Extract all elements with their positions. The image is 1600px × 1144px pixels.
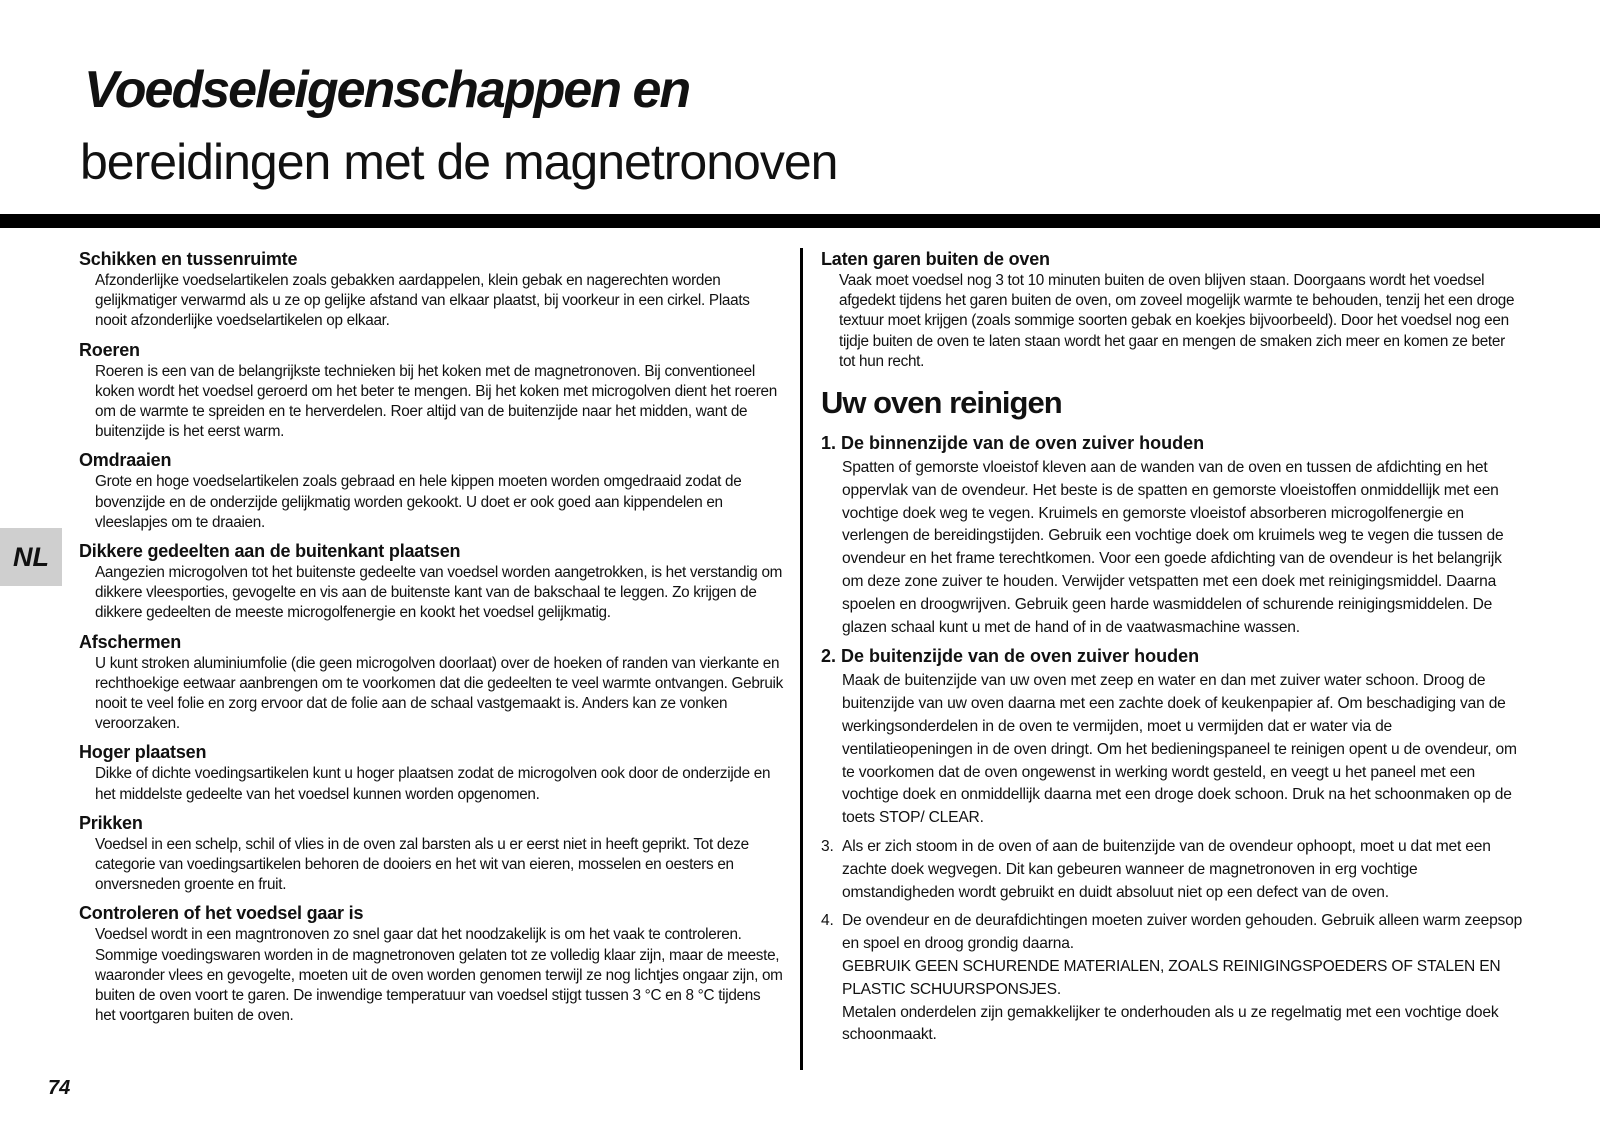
item-text: De ovendeur en de deurafdichtingen moeten zuiver worden gehouden. Gebruik alleen warm zeepsop en spoel en droog grondig daarna. — [842, 912, 1523, 953]
section-heading: Roeren — [79, 339, 140, 360]
page-title-line-1: Voedseleigenschappen en — [84, 61, 690, 119]
language-tab — [0, 528, 62, 586]
section-heading: Prikken — [79, 812, 143, 833]
section-body: Voedsel wordt in een magntronoven zo snel gaar dat het noodzakelijk is om het vaak te controleren. Sommige voedingswaren worden in de magnetronoven gelaten tot ze volledig klaar zijn, maar de meeste, waaronder vlees en gevogelte, moeten uit de oven worden genomen terwijl ze nog lichtjes ongaar zijn, om buiten de oven voort te garen. De inwendige temperatuur van voedsel stijgt tussen 3 °C en 8 °C tijdens het voortgaren buiten de oven. — [95, 926, 783, 1025]
item-text: Als er zich stoom in de oven of aan de buitenzijde van de ovendeur ophoopt, moet u dat met een zachte doek wegvegen. Dit kan gebeuren wanneer de magnetronoven in erg vochtige omstandigheden wordt gebruikt en duidt absoluut niet op een defect van de oven. — [842, 837, 1491, 901]
section-heading: Afschermen — [79, 631, 182, 652]
cleaning-item-4 — [821, 910, 1523, 1047]
section-heading: Dikkere gedeelten aan de buitenkant plaatsen — [79, 541, 461, 562]
cleaning-heading: Uw oven reinigen — [821, 385, 1062, 421]
item-extra-text: Metalen onderdelen zijn gemakkelijker te onderhouden als u ze regelmatig met een vochtige doek schoonmaakt. — [842, 1003, 1499, 1044]
section-body: Dikke of dichte voedingsartikelen kunt u hoger plaatsen zodat de microgolven ook door de onderzijde en het middelste gedeelte van het voedsel kunnen worden opgenomen. — [95, 765, 771, 803]
section-omdraaien — [79, 449, 784, 533]
item-number: 4. — [821, 912, 834, 930]
page-number: 74 — [48, 1077, 71, 1099]
item-content — [842, 910, 1523, 1047]
section-schikken — [79, 248, 784, 332]
item-body: Spatten of gemorste vloeistof kleven aan de wanden van de oven en tussen de afdichting en het oppervlak van de ovendeur. Het beste is de spatten en gemorste vloeistoffen onmiddellijk met een vochtige doek weg te vegen. Kruimels en gemorste vloeistof absorberen microgolfenergie en verlengen de bereidingstijden. Gebruik een vochtige doek om kruimels weg te vegen die tussen de ovendeur en het frame terechtkomen. Voor een goede afdichting van de ovendeur is het belangrijk om deze zone zuiver te houden. Verwijder vetspatten met een doek met reinigingsmiddel. Daarna spoelen en droogwrijven. Gebruik geen harde wasmiddelen of schurende reinigingsmiddelen. De glazen schaal kunt u met de hand of in de vaatwasmachine wassen. — [842, 459, 1504, 636]
section-heading: Laten garen buiten de oven — [821, 249, 1050, 269]
section-body: Grote en hoge voedselartikelen zoals gebraad en hele kippen moeten worden omgedraaid zodat de bovenzijde en de onderzijde gelijkmatig worden gekookt. U doet er ook goed aan kippendelen en vleeslapjes om te draaien. — [95, 473, 742, 531]
column-divider — [800, 248, 803, 1070]
right-column — [821, 248, 1523, 1053]
section-heading: Omdraaien — [79, 450, 172, 471]
section-prikken — [79, 812, 784, 896]
section-body: Aangezien microgolven tot het buitenste gedeelte van voedsel worden aangetrokken, is het verstandig om dikkere vleesporties, gevogelte en vis aan de buitenste kant van de bakschaal te leggen. Zo krijgen de dikkere gedeelten de meeste microgolfenergie en kookt het voedsel gelijkmatig. — [95, 564, 783, 622]
section-roeren — [79, 339, 784, 443]
section-body: Afzonderlijke voedselartikelen zoals gebakken aardappelen, klein gebak en nagerechten worden gelijkmatiger verwarmd als u ze op gelijke afstand van elkaar plaatst, bij voorkeur in een cirkel. Plaats nooit afzonderlijke voedselartikelen op elkaar. — [95, 272, 750, 330]
section-hoger-plaatsen — [79, 741, 784, 804]
section-body: Roeren is een van de belangrijkste technieken bij het koken met de magnetronoven. Bij conventioneel koken wordt het voedsel geroerd om het beter te mengen. Bij het koken met microgolven dient het roeren om de warmte te spreiden en te herverdelen. Roer altijd van de buitenzijde naar het midden, want de buitenzijde is het eerst warm. — [95, 362, 777, 441]
cleaning-item-1 — [821, 432, 1523, 639]
title-rule — [0, 214, 1600, 228]
section-heading: Controleren of het voedsel gaar is — [79, 903, 364, 924]
item-title: 2. De buitenzijde van de oven zuiver houden — [821, 646, 1200, 667]
section-laten-garen — [821, 248, 1523, 372]
cleaning-item-2 — [821, 645, 1523, 830]
section-heading: Schikken en tussenruimte — [79, 249, 298, 269]
item-body: Maak de buitenzijde van uw oven met zeep en water en dan met zuiver water schoon. Droog de buitenzijde van uw oven daarna met een zachte doek of keukenpapier af. Om beschadiging van de werkingsonderdelen in de oven te vermijden, moet u vermijden dat er water via de ventilatieopeningen in de oven dringt. Om het bedieningspaneel te reinigen opent u de ovendeur, om te voorkomen dat de oven ongewenst in werking wordt gesteld, en veegt u het paneel met een vochtige doek en onmiddellijk daarna met een droge doek schoon. Druk na het schoonmaken op de toets STOP/ CLEAR. — [842, 672, 1517, 827]
item-warning-caps: GEBRUIK GEEN SCHURENDE MATERIALEN, ZOALS REINIGINGSPOEDERS OF STALEN EN PLASTIC SCHUURSPONSJES. — [842, 957, 1501, 998]
section-heading: Hoger plaatsen — [79, 742, 207, 763]
section-controleren — [79, 902, 784, 1026]
section-body: Vaak moet voedsel nog 3 tot 10 minuten buiten de oven blijven staan. Doorgaans wordt het voedsel afgedekt tijdens het garen buiten de oven, om zoveel mogelijk warmte te behouden, tenzij het een droge textuur moet krijgen (zoals sommige soorten gebak en koekjes bijvoorbeeld). Door het voedsel nog een tijdje buiten de oven te laten staan wordt het gaar en mengen de smaken zich meer en komen ze beter tot hun recht. — [839, 272, 1515, 370]
cleaning-item-3 — [821, 836, 1523, 904]
language-tab-label: NL — [13, 541, 49, 572]
left-column — [79, 248, 784, 1033]
section-dikkere-gedeelten — [79, 540, 784, 624]
page-title-line-2: bereidingen met de magnetronoven — [80, 134, 838, 190]
section-body: Voedsel in een schelp, schil of vlies in de oven zal barsten als u er eerst niet in heeft geprikt. Tot deze categorie van voedingsartikelen behoren de dooiers en het wit van eieren, mosselen en oesters en onversneden groente en fruit. — [95, 835, 749, 894]
section-afschermen — [79, 631, 784, 735]
item-title: 1. De binnenzijde van de oven zuiver houden — [821, 433, 1205, 454]
section-body: U kunt stroken aluminiumfolie (die geen microgolven doorlaat) over de hoeken of randen van vierkante en rechthoekige eetwaar aanbrengen om te voorkomen dat die gedeelten te veel warmte ontvangen. Gebruik nooit te veel folie en zorg ervoor dat de folie aan de schaal vastgemaakt is. Anders kan ze vonken veroorzaken. — [95, 654, 784, 733]
item-number: 3. — [821, 837, 834, 855]
